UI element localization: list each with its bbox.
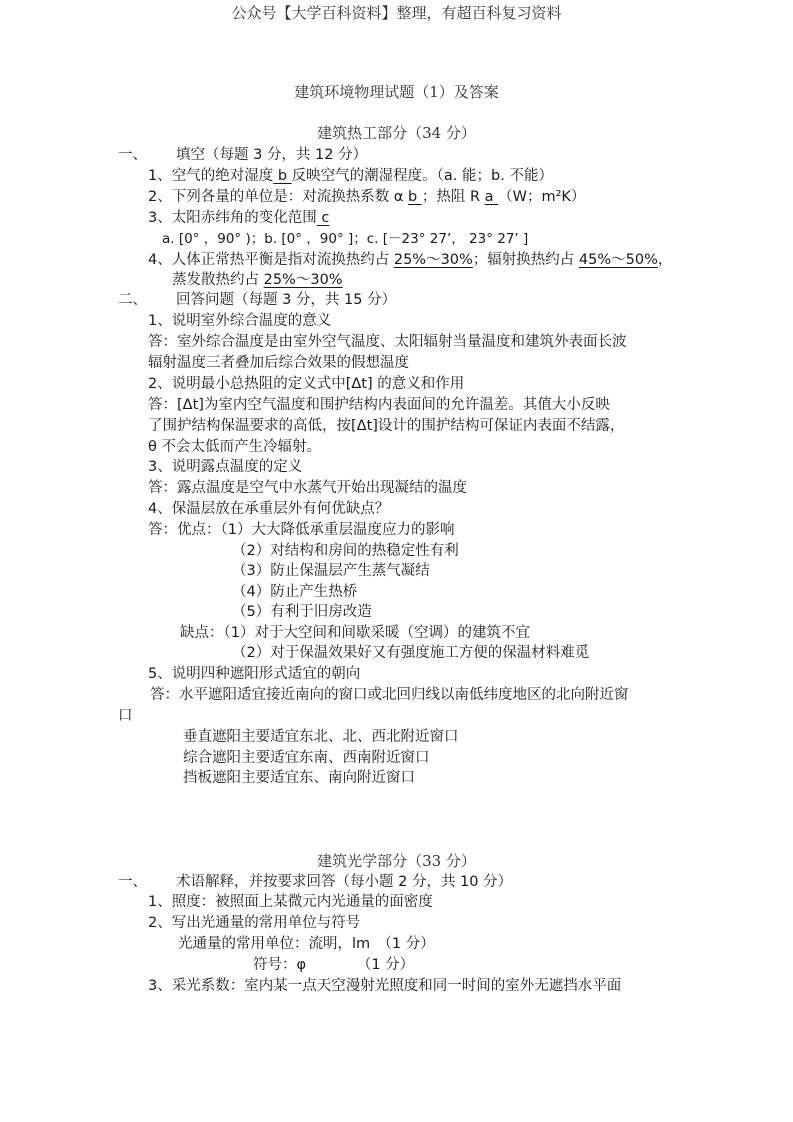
- optics-part1-label: 术语解释，并按要求回答（每小题 2 分，共 10 分）: [176, 874, 513, 890]
- question-4-cont: 蒸发散热约占 25%～30%: [172, 272, 343, 288]
- optics-part1-number: 一、: [118, 874, 147, 890]
- part1-number: 一、: [118, 147, 147, 163]
- q2-answer: 答：[Δt]为室内空气温度和围护结构内表面间的允许温差。其值大小反映: [148, 397, 610, 413]
- question-3-options: a. [0° ，90° )；b. [0° ，90° ]；c. [－23° 27’， 23° 27’ ]: [162, 231, 529, 247]
- answer-blank: b: [408, 189, 422, 205]
- q2-question: 2、说明最小总热阻的定义式中[Δt] 的意义和作用: [148, 376, 465, 392]
- answer-blank: b: [273, 168, 292, 184]
- optics-q2-unit: 光通量的常用单位：流明，lm （1 分）: [178, 936, 435, 952]
- q4-question: 4、保温层放在承重层外有何优缺点？: [148, 501, 390, 517]
- q4-answer-con-2: （2）对于保温效果好又有强度施工方便的保温材料难觅: [232, 645, 590, 661]
- answer-blank: a: [484, 189, 499, 205]
- q2-answer-cont: 了围护结构保温要求的高低，按[Δt]设计的围护结构可保证内表面不结露，: [148, 418, 625, 434]
- section-heading-optics: 建筑光学部分（33 分）: [317, 852, 476, 870]
- q4-answer-pro-3: （3）防止保温层产生蒸气凝结: [232, 563, 430, 579]
- q5-answer-vertical: 垂直遮阳主要适宜东北、北、西北附近窗口: [183, 729, 459, 745]
- answer-blank: c: [316, 210, 330, 226]
- q2-answer-cont2: θ 不会太低而产生冷辐射。: [148, 439, 321, 455]
- q5-question: 5、说明四种遮阳形式适宜的朝向: [148, 666, 361, 682]
- optics-q1: 1、照度：被照面上某微元内光通量的面密度: [148, 894, 433, 910]
- q4-answer-pro-5: （5）有利于旧房改造: [232, 604, 372, 620]
- document-title: 建筑环境物理试题（1）及答案: [294, 83, 499, 101]
- optics-q2-symbol: 符号：φ （1 分）: [253, 957, 415, 973]
- question-2: 2、下列各量的单位是：对流换热系数 α b ；热阻 R a （W；m²K）: [148, 189, 586, 205]
- optics-q3: 3、采光系数：室内某一点天空漫射光照度和同一时间的室外无遮挡水平面: [148, 978, 622, 994]
- section-heading-thermal: 建筑热工部分（34 分）: [317, 124, 476, 142]
- q4-answer-con-1: 缺点：（1）对于大空间和间歇采暖（空调）的建筑不宜: [180, 625, 530, 641]
- part2-label: 回答问题（每题 3 分，共 15 分）: [176, 292, 397, 308]
- q4-answer-pro-2: （2）对结构和房间的热稳定性有利: [232, 543, 459, 559]
- question-4: 4、人体正常热平衡是指对流换热约占 25%～30%；辐射换热约占 45%～50%，: [148, 252, 673, 268]
- q3-answer: 答：露点温度是空气中水蒸气开始出现凝结的温度: [148, 480, 467, 496]
- q1-question: 1、说明室外综合温度的意义: [148, 313, 332, 329]
- part2-number: 二、: [118, 292, 147, 308]
- question-3: 3、太阳赤纬角的变化范围 c: [148, 210, 330, 226]
- q4-answer-pro-4: （4）防止产生热桥: [232, 584, 358, 600]
- q3-question: 3、说明露点温度的定义: [148, 459, 303, 475]
- q1-answer-cont: 辐射温度三者叠加后综合效果的假想温度: [148, 355, 409, 371]
- optics-q2: 2、写出光通量的常用单位与符号: [148, 915, 361, 931]
- page-header-watermark: 公众号【大学百科资料】整理，有超百科复习资料: [231, 4, 562, 22]
- part1-label: 填空（每题 3 分，共 12 分）: [176, 147, 368, 163]
- q5-answer: 答：水平遮阳适宜接近南向的窗口或北回归线以南低纬度地区的北向附近窗: [150, 687, 629, 703]
- q4-answer-pro-1: 答：优点：（1）大大降低承重层温度应力的影响: [148, 522, 455, 538]
- q5-answer-cont: 口: [118, 708, 133, 724]
- q5-answer-baffle: 挡板遮阳主要适宜东、南向附近窗口: [183, 770, 415, 786]
- q5-answer-combined: 综合遮阳主要适宜东南、西南附近窗口: [183, 750, 430, 766]
- q1-answer: 答：室外综合温度是由室外空气温度、太阳辐射当量温度和建筑外表面长波: [148, 334, 627, 350]
- question-1: 1、空气的绝对湿度 b 反映空气的潮湿程度。（a. 能；b. 不能）: [148, 168, 553, 184]
